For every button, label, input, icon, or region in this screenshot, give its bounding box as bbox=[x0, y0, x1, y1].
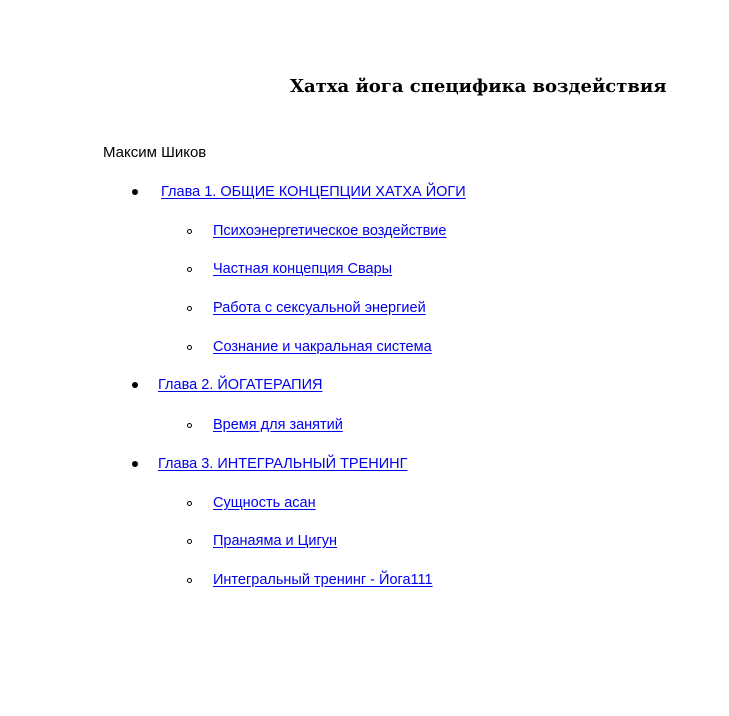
bullet-circle-icon bbox=[187, 229, 192, 234]
bullet-circle-icon bbox=[187, 539, 192, 544]
toc-link-section-3-3[interactable]: Интегральный тренинг - Йога111 bbox=[213, 572, 433, 588]
toc-link-chapter-2[interactable]: Глава 2. ЙОГАТЕРАПИЯ bbox=[158, 377, 323, 393]
document-title: Хатха йога специфика воздействия bbox=[290, 76, 667, 97]
toc-link-section-1-4[interactable]: Сознание и чакральная система bbox=[213, 339, 432, 355]
bullet-circle-icon bbox=[187, 345, 192, 350]
toc-link-section-1-2[interactable]: Частная концепция Свары bbox=[213, 261, 393, 277]
toc-link-section-3-2[interactable]: Пранаяма и Цигун bbox=[213, 533, 338, 549]
bullet-circle-icon bbox=[187, 501, 192, 506]
bullet-disc-icon bbox=[132, 189, 138, 195]
author-name: Максим Шиков bbox=[103, 144, 207, 161]
bullet-circle-icon bbox=[187, 267, 192, 272]
toc-link-chapter-3[interactable]: Глава 3. ИНТЕГРАЛЬНЫЙ ТРЕНИНГ bbox=[158, 456, 408, 472]
bullet-circle-icon bbox=[187, 578, 192, 583]
toc-link-section-3-1[interactable]: Сущность асан bbox=[213, 495, 316, 511]
toc-link-section-1-3[interactable]: Работа с сексуальной энергией bbox=[213, 300, 426, 316]
toc-link-section-1-1[interactable]: Психоэнергетическое воздействие bbox=[213, 223, 447, 239]
bullet-circle-icon bbox=[187, 306, 192, 311]
bullet-disc-icon bbox=[132, 461, 138, 467]
bullet-disc-icon bbox=[132, 382, 138, 388]
bullet-circle-icon bbox=[187, 423, 192, 428]
toc-link-chapter-1[interactable]: Глава 1. ОБЩИЕ КОНЦЕПЦИИ ХАТХА ЙОГИ bbox=[161, 184, 466, 200]
toc-link-section-2-1[interactable]: Время для занятий bbox=[213, 417, 343, 433]
